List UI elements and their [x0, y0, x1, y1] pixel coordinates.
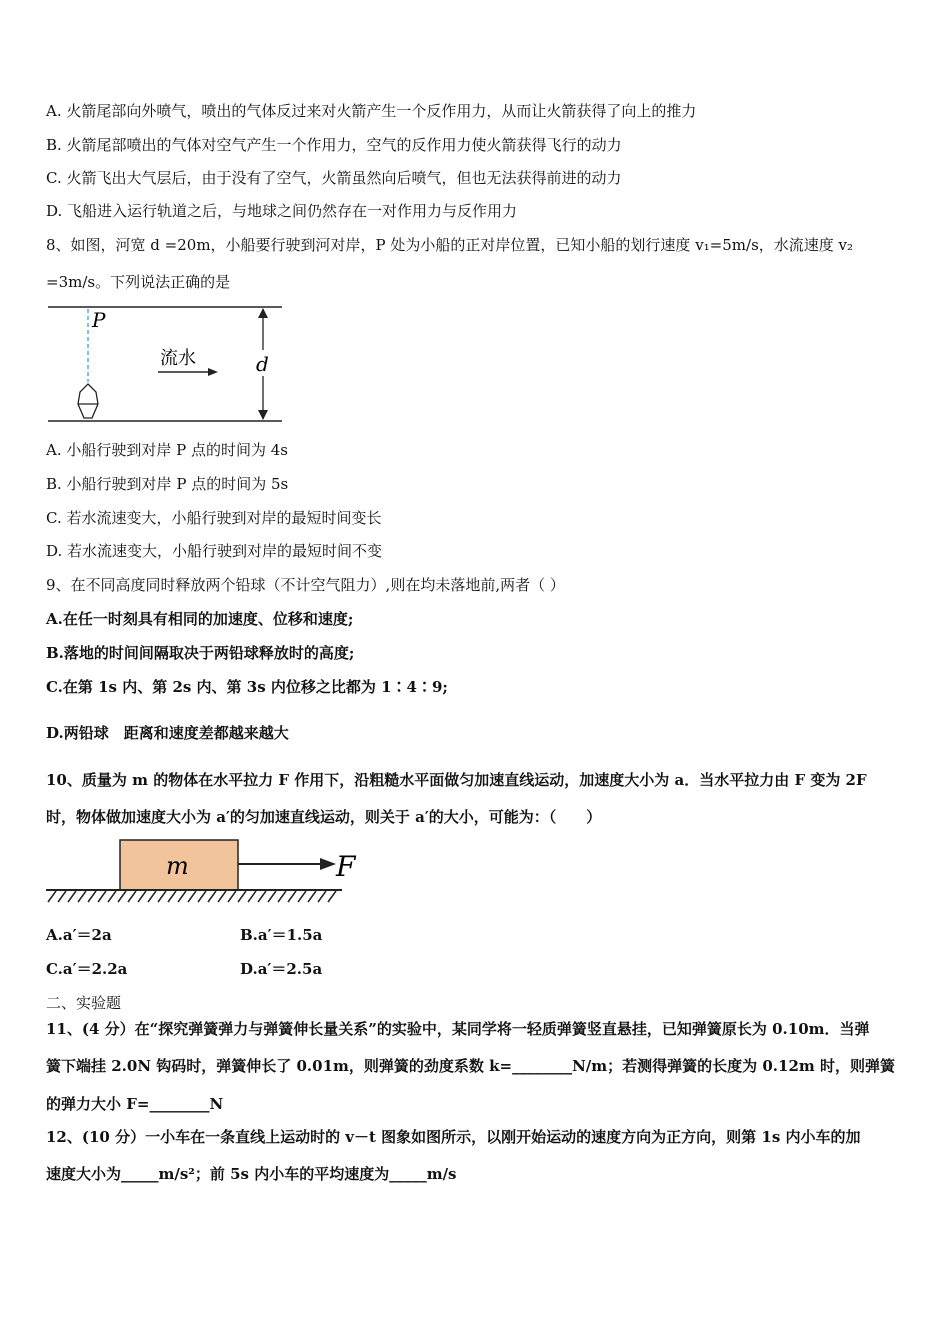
q9-stem: 9、在不同高度同时释放两个铅球（不计空气阻力）,则在均未落地前,两者（ ） [46, 576, 565, 594]
q9-option-b: B.落地的时间间隔取决于两铅球释放时的高度; [46, 644, 355, 662]
block-force-figure [44, 836, 364, 908]
q8-option-c: C. 若水流速变大，小船行驶到对岸的最短时间变长 [46, 509, 382, 527]
q10-option-a: A.a′＝2a [46, 926, 112, 944]
q7-option-d: D. 飞船进入运行轨道之后，与地球之间仍然存在一对作用力与反作用力 [46, 202, 518, 220]
q10-option-d: D.a′＝2.5a [240, 960, 323, 978]
q8-option-b: B. 小船行驶到对岸 P 点的时间为 5s [46, 475, 289, 493]
q7-option-c: C. 火箭飞出大气层后，由于没有了空气，火箭虽然向后喷气，但也无法获得前进的动力 [46, 169, 622, 187]
q7-option-b: B. 火箭尾部喷出的气体对空气产生一个作用力，空气的反作用力使火箭获得飞行的动力 [46, 136, 622, 154]
q9-option-a: A.在任一时刻具有相同的加速度、位移和速度; [46, 610, 354, 628]
q11-line1: 11、(4 分）在“探究弹簧弹力与弹簧伸长量关系”的实验中，某同学将一轻质弹簧竖直悬挂，已知弹簧原长为 0.10m．当弹 [46, 1020, 870, 1038]
q8-stem-line2: =3m/s。下列说法正确的是 [46, 273, 231, 291]
q7-option-a: A. 火箭尾部向外喷气，喷出的气体反过来对火箭产生一个反作用力，从而让火箭获得了向上的推力 [46, 102, 697, 120]
q9-option-d: D.两铅球 距离和速度差都越来越大 [46, 724, 289, 742]
q10-option-b: B.a′＝1.5a [240, 926, 323, 944]
q10-stem-line2: 时，物体做加速度大小为 a′的匀加速直线运动，则关于 a′的大小，可能为：（ ） [46, 808, 602, 826]
mass-label: m [166, 852, 189, 880]
force-label: F [336, 850, 356, 883]
q12-line1: 12、(10 分）一小车在一条直线上运动时的 v－t 图象如图所示，以刚开始运动的速度方向为正方向，则第 1s 内小车的加 [46, 1128, 861, 1146]
q10-stem-line1: 10、质量为 m 的物体在水平拉力 F 作用下，沿粗糙水平面做匀加速直线运动，加速度大小为 a．当水平拉力由 F 变为 2F [46, 771, 867, 789]
section-heading: 二、实验题 [46, 994, 122, 1012]
boat-icon [78, 384, 98, 418]
width-d-label: d [256, 352, 269, 376]
q12-line2: 速度大小为_____m/s²；前 5s 内小车的平均速度为_____m/s [46, 1165, 457, 1183]
q8-option-a: A. 小船行驶到对岸 P 点的时间为 4s [46, 441, 289, 459]
q9-option-c: C.在第 1s 内、第 2s 内、第 3s 内位移之比都为 1∶4∶9; [46, 678, 448, 696]
q8-stem-line1: 8、如图，河宽 d =20m，小船要行驶到河对岸，P 处为小船的正对岸位置，已知小船的划行速度 v₁=5m/s，水流速度 v₂ [46, 236, 854, 254]
river-boat-figure [44, 300, 289, 428]
q11-line2: 簧下端挂 2.0N 钩码时，弹簧伸长了 0.01m，则弹簧的劲度系数 k=________N/m；若测得弹簧的长度为 0.12m 时，则弹簧 [46, 1057, 895, 1075]
q11-line3: 的弹力大小 F=________N [46, 1095, 224, 1113]
point-p-label: P [92, 308, 106, 332]
q8-option-d: D. 若水流速变大，小船行驶到对岸的最短时间不变 [46, 542, 383, 560]
flow-label: 流水 [160, 348, 196, 369]
ground-hatching [48, 891, 336, 902]
q10-option-c: C.a′＝2.2a [46, 960, 128, 978]
